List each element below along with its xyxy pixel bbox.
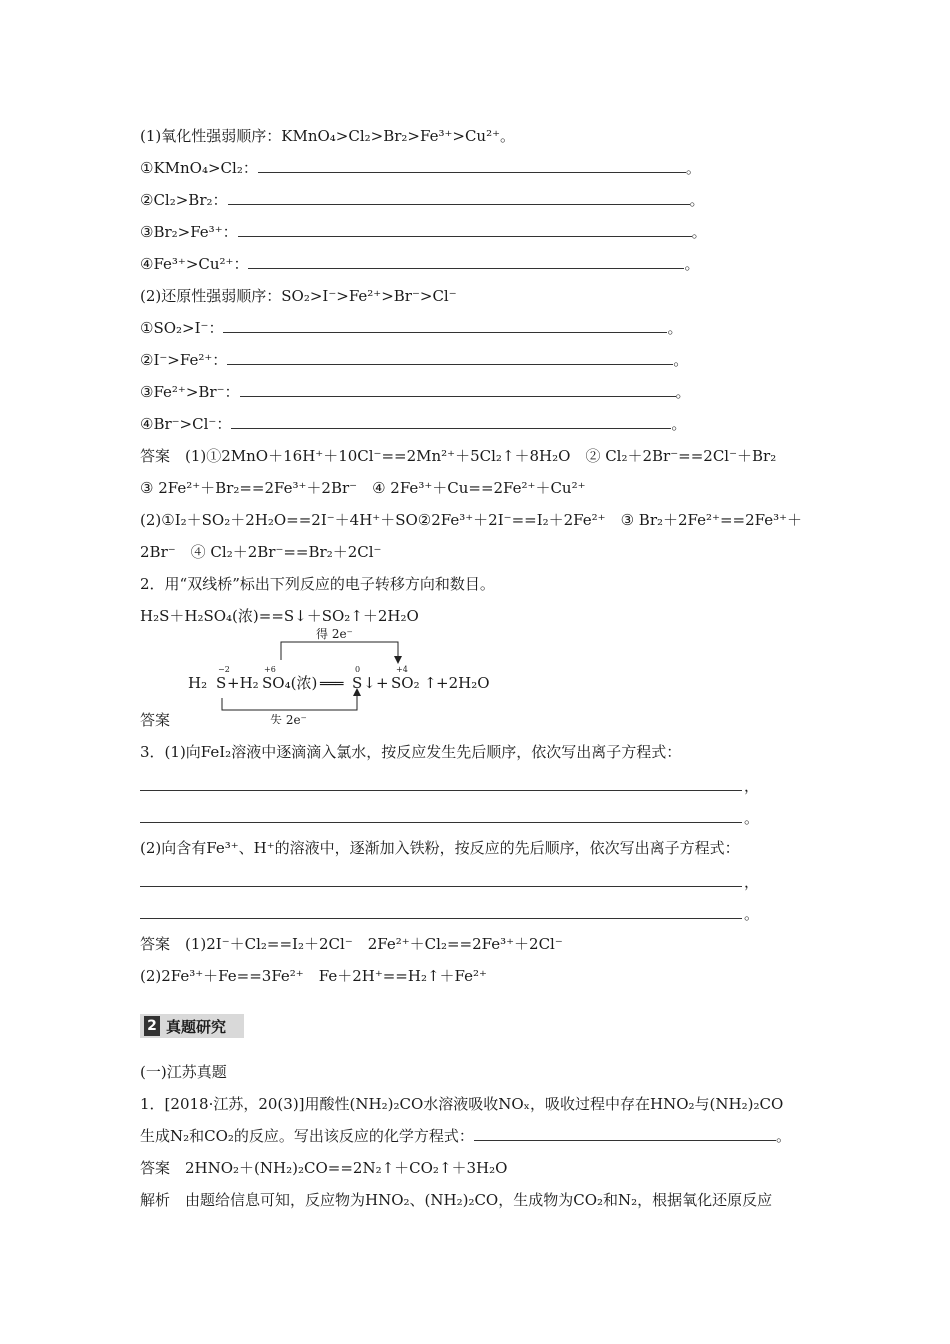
item-label: ④Fe³⁺>Cu²⁺： xyxy=(140,255,249,273)
q1-part1-item: ③Br₂>Fe³⁺： 。 xyxy=(140,223,707,241)
ox-state-s2: +6 xyxy=(264,665,276,674)
section-title: 真题研究 xyxy=(166,1017,227,1036)
ox-state-s4: +4 xyxy=(396,665,408,674)
section-header xyxy=(140,1014,244,1038)
item-label: ②I⁻>Fe²⁺： xyxy=(140,351,228,369)
jiangsu-q1-line: 1．[2018·江苏，20(3)]用酸性(NH₂)₂CO水溶液吸收NOₓ，吸收过程中存在HNO₂与(NH₂)₂CO xyxy=(140,1095,784,1113)
q1-answer-line: 答案 (1)①2MnO＋16H⁺＋10Cl⁻==2Mn²⁺＋5Cl₂↑＋8H₂O ② Cl₂＋2Br⁻==2Cl⁻＋Br₂ xyxy=(140,447,777,465)
answer-blank[interactable] xyxy=(227,350,673,365)
answer-blank[interactable] xyxy=(248,254,684,269)
answer-blank[interactable] xyxy=(474,1126,776,1141)
eq-s1: S xyxy=(216,674,227,692)
eq-down-arrow: ↓ xyxy=(363,674,376,692)
item-label: ③Fe²⁺>Br⁻： xyxy=(140,383,240,401)
ox-state-s3: 0 xyxy=(355,665,361,674)
q1-part2-item: ③Fe²⁺>Br⁻： 。 xyxy=(140,383,691,401)
item-label: ①SO₂>I⁻： xyxy=(140,319,224,337)
q3-answer-line: 答案 (1)2I⁻＋Cl₂==I₂＋2Cl⁻ 2Fe²⁺＋Cl₂==2Fe³⁺＋2Cl⁻ xyxy=(140,935,563,953)
double-bridge-diagram xyxy=(140,624,540,724)
eq-plus-h2: +H₂ xyxy=(227,674,259,692)
section-number: 2 xyxy=(144,1016,160,1036)
q1-part1-item: ②Cl₂>Br₂： 。 xyxy=(140,191,705,209)
lose-label: 失 2e⁻ xyxy=(270,713,307,724)
eq-h2: H₂ xyxy=(188,674,208,692)
q1-part2-item: ②I⁻>Fe²⁺： 。 xyxy=(140,351,689,369)
q1-part1-item: ④Fe³⁺>Cu²⁺： 。 xyxy=(140,255,700,273)
answer-blank[interactable] xyxy=(140,918,742,919)
ox-state-s1: −2 xyxy=(218,665,230,674)
answer-blank[interactable] xyxy=(231,414,671,429)
eq-so2: SO₂ xyxy=(391,674,420,692)
answer-blank[interactable] xyxy=(258,158,686,173)
gain-arrowhead xyxy=(394,656,402,664)
q1-part1-item: ①KMnO₄>Cl₂： 。 xyxy=(140,159,701,177)
q3-part2: (2)向含有Fe³⁺、H⁺的溶液中，逐渐加入铁粉，按反应的先后顺序，依次写出离子方程式： xyxy=(140,839,740,857)
jiangsu-heading: (一)江苏真题 xyxy=(140,1063,227,1081)
q2-equation: H₂S＋H₂SO₄(浓)==S↓＋SO₂↑＋2H₂O xyxy=(140,607,419,625)
q1-part1-intro: (1)氧化性强弱顺序：KMnO₄>Cl₂>Br₂>Fe³⁺>Cu²⁺。 xyxy=(140,127,516,145)
jiangsu-analysis: 解析 由题给信息可知，反应物为HNO₂、(NH₂)₂CO，生成物为CO₂和N₂，根据氧化还原反应 xyxy=(140,1191,773,1209)
answer-blank[interactable] xyxy=(228,190,690,205)
answer-blank[interactable] xyxy=(140,822,742,823)
answer-blank[interactable] xyxy=(140,886,742,887)
item-label: ②Cl₂>Br₂： xyxy=(140,191,228,209)
eq-s3: S xyxy=(352,674,363,692)
q1-part2-intro: (2)还原性强弱顺序：SO₂>I⁻>Fe²⁺>Br⁻>Cl⁻ xyxy=(140,287,457,305)
q3-answer-line: (2)2Fe³⁺＋Fe==3Fe²⁺ Fe＋2H⁺==H₂↑＋Fe²⁺ xyxy=(140,967,487,985)
lose-bridge-line xyxy=(222,694,357,710)
eq-up-arrow: ↑ xyxy=(424,674,437,692)
jiangsu-q1-line: 生成N₂和CO₂的反应。写出该反应的化学方程式： 。 xyxy=(140,1127,791,1145)
answer-blank[interactable] xyxy=(140,790,742,791)
item-label: ④Br⁻>Cl⁻： xyxy=(140,415,232,433)
eq-tail: +2H₂O xyxy=(436,674,490,692)
answer-blank[interactable] xyxy=(223,318,667,333)
q2-answer-label: 答案 xyxy=(140,711,171,729)
eq-plus: + xyxy=(376,674,389,692)
q1-part2-item: ①SO₂>I⁻： 。 xyxy=(140,319,683,337)
gain-label: 得 2e⁻ xyxy=(316,627,353,641)
q2-prompt: 2．用“双线桥”标出下列反应的电子转移方向和数目。 xyxy=(140,575,495,593)
q3-part1: 3．(1)向FeI₂溶液中逐滴滴入氯水，按反应发生先后顺序，依次写出离子方程式： xyxy=(140,743,682,761)
q1-answer-line: (2)①I₂＋SO₂＋2H₂O==2I⁻＋4H⁺＋SO②2Fe³⁺＋2I⁻==I₂＋2Fe²⁺ ③ Br₂＋2Fe²⁺==2Fe³⁺＋ xyxy=(140,511,803,529)
jiangsu-answer: 答案 2HNO₂＋(NH₂)₂CO==2N₂↑＋CO₂↑＋3H₂O xyxy=(140,1159,508,1177)
gain-bridge-line xyxy=(281,642,398,660)
q1-part2-item: ④Br⁻>Cl⁻： 。 xyxy=(140,415,687,433)
answer-blank[interactable] xyxy=(240,382,676,397)
eq-so4: SO₄(浓) xyxy=(262,674,318,692)
q1-answer-line: 2Br⁻ ④ Cl₂＋2Br⁻==Br₂＋2Cl⁻ xyxy=(140,543,382,561)
item-label: ①KMnO₄>Cl₂： xyxy=(140,159,258,177)
answer-blank[interactable] xyxy=(238,222,692,237)
eq-arrow: ═══ xyxy=(320,677,344,692)
item-label: ③Br₂>Fe³⁺： xyxy=(140,223,238,241)
q1-answer-line: ③ 2Fe²⁺＋Br₂==2Fe³⁺＋2Br⁻ ④ 2Fe³⁺＋Cu==2Fe²⁺＋Cu²⁺ xyxy=(140,479,586,497)
